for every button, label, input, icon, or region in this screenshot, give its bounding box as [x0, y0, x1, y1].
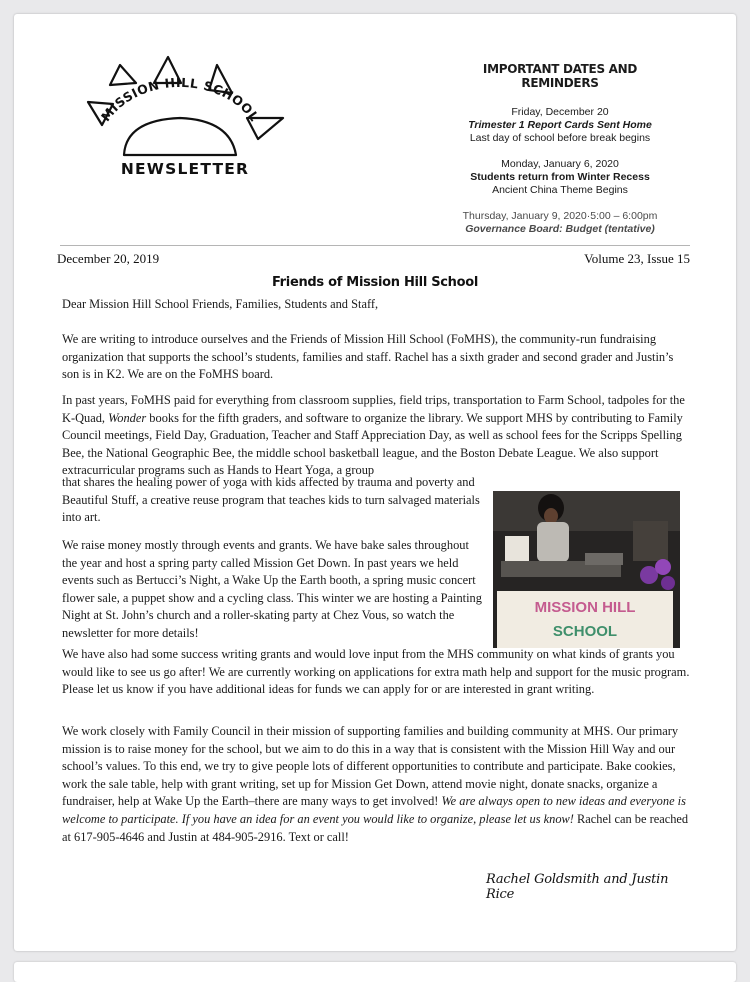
paragraph-family-council — [62, 723, 692, 846]
paragraph-events: We raise money mostly through events and grants. We have bake sales throughout the year and host a spring party called Mission Get Down. In past years we held events such as Bertucci’s Night, a Wake Up the Earth booth, a spring music concert flower sale, a puppet show and a cycling class. This winter we are hosting a Painting Night at St. John’s church and a roller-skating party at Chez Vous, so watch the newsletter for more details! — [62, 538, 482, 640]
reminder-date: Thursday, January 9, 2020·5:00 – 6:00pm — [462, 210, 658, 222]
important-dates-panel — [445, 62, 675, 249]
author-signature: Rachel Goldsmith and Justin Rice — [486, 872, 669, 902]
reminder-item — [445, 210, 675, 236]
paragraph-text: In past years, FoMHS paid for everything from classroom supplies, field trips, transportation to Farm School, tadpoles for the K-Quad, — [62, 393, 685, 425]
banner-line-2: SCHOOL — [552, 623, 618, 640]
dj-event-photo — [493, 491, 680, 648]
reminder-item — [445, 158, 675, 197]
reminder-event: Students return from Winter Recess — [470, 171, 650, 183]
reminder-event: Governance Board: Budget (tentative) — [465, 223, 655, 235]
paragraph-support-continued: that shares the healing power of yoga with kids affected by trauma and poverty and Beautiful Stuff, a creative reuse program that teaches kids to turn salvaged materials into art. — [62, 475, 480, 525]
reminder-event: Trimester 1 Report Cards Sent Home — [468, 119, 652, 131]
reminder-item — [445, 106, 675, 145]
paragraph-emphasis: We are always open to new ideas and everyone is welcome to participate. If you have an idea for an event you would like to organize, please let us know! — [62, 794, 686, 826]
issue-volume: Volume 23, Issue 15 — [584, 251, 690, 266]
important-dates-title: IMPORTANT DATES AND REMINDERS — [482, 62, 638, 90]
photo-illustration — [493, 491, 680, 648]
banner-line-1: MISSION HILL — [534, 599, 636, 616]
reminder-note: Last day of school before break begins — [469, 132, 651, 144]
reminder-note: Ancient China Theme Begins — [492, 184, 628, 196]
paragraph-intro: We are writing to introduce ourselves and the Friends of Mission Hill School (FoMHS), the community-run fundraising organization that supports the school’s students, families and staff. Rachel has a sixth grader and second grader and Justin’s son is in K2. We are on the FoMHS board. — [62, 332, 674, 382]
logo-arc-text: MISSION HILL SCHOOL — [97, 74, 263, 125]
book-title: Wonder — [108, 410, 147, 425]
salutation: Dear Mission Hill School Friends, Families, Students and Staff, — [62, 297, 379, 311]
svg-text:MISSION HILL SCHOOL — [98, 75, 262, 124]
article-title: Friends of Mission Hill School — [271, 275, 479, 290]
paragraph-text: Rachel can be reached at 617-905-4646 and Justin at 484-905-2916. Text or call! — [62, 811, 689, 844]
issue-dateline — [57, 251, 690, 267]
reminder-date: Monday, January 6, 2020 — [501, 158, 619, 170]
reminder-date: Friday, December 20 — [511, 106, 609, 118]
masthead-logo — [80, 52, 290, 187]
paragraph-grants: We have also had some success writing grants and would love input from the MHS community on what kinds of grants you would like to see us go after! We are currently working on applications for extra math help and support for the music program. Please let us know if you have additional ideas for funds we can apply for or are interested in grant writing. — [62, 647, 690, 697]
next-page-edge — [14, 962, 736, 982]
newsletter-label: NEWSLETTER — [120, 160, 250, 178]
header-divider — [60, 245, 690, 246]
issue-date: December 20, 2019 — [57, 251, 160, 266]
paragraph-text: We work closely with Family Council in their mission of supporting families and building community at MHS. Our primary mission is to raise money for the school, but we aim to do this in a way that is consistent with the Mission Hill Way and our school’s values. To this end, we try to give people lots of different opportunities to contribute and participate. Bake cookies, work the sale table, help with grant writing, set up for Mission Get Down, attend movie night, donate snacks, organize a fundraiser, help at Wake Up the Earth–there are many ways to get involved! — [62, 724, 679, 809]
paragraph-support — [62, 392, 692, 480]
paragraph-text: books for the fifth graders, and software to organize the library. We support MHS by contributing to Family Council meetings, Field Day, Graduation, Teacher and Staff Appreciation Day, as well as school fees for the Scripps Spelling Bee, the National Geographic Bee, the middle school basketball league, and the Boston Debate League. We also support extracurricular programs such as Hands to Heart Yoga, a group — [62, 410, 683, 478]
